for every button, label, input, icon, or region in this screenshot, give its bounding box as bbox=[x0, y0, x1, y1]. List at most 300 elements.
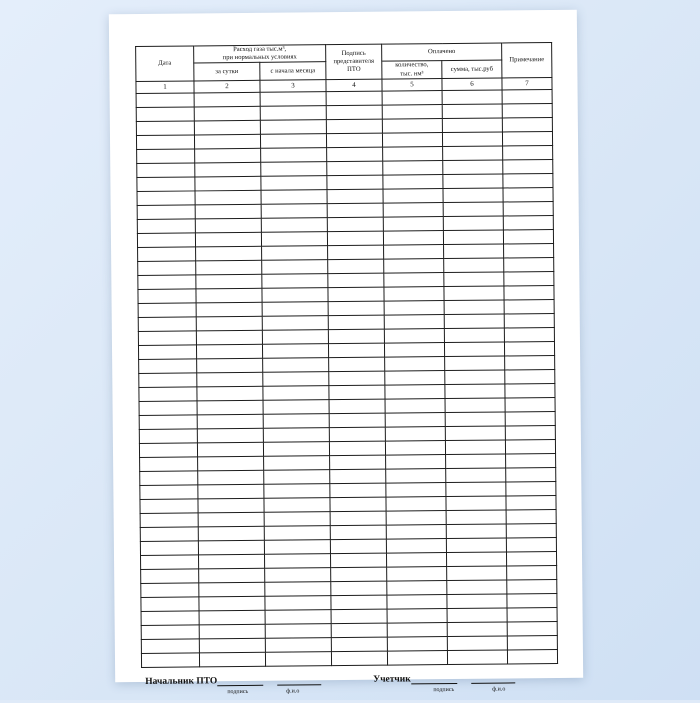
table-cell[interactable] bbox=[329, 371, 385, 386]
table-cell[interactable] bbox=[199, 568, 265, 583]
table-cell[interactable] bbox=[330, 525, 386, 540]
table-cell[interactable] bbox=[387, 622, 447, 637]
table-cell[interactable] bbox=[198, 456, 264, 471]
table-cell[interactable] bbox=[446, 482, 506, 497]
table-cell[interactable] bbox=[503, 187, 553, 201]
footer-right-caption-signature: подпись bbox=[433, 686, 455, 694]
table-cell[interactable] bbox=[504, 299, 554, 313]
table-cell[interactable] bbox=[264, 456, 330, 471]
table-cell[interactable] bbox=[260, 106, 326, 121]
table-cell[interactable] bbox=[261, 232, 327, 247]
table-cell[interactable] bbox=[140, 485, 198, 500]
table-cell[interactable] bbox=[505, 397, 555, 411]
table-cell[interactable] bbox=[136, 135, 194, 150]
table-cell[interactable] bbox=[502, 131, 552, 145]
table-cell[interactable] bbox=[443, 188, 503, 203]
table-cell[interactable] bbox=[329, 441, 385, 456]
table-cell[interactable] bbox=[141, 639, 199, 654]
table-cell[interactable] bbox=[264, 526, 330, 541]
table-cell[interactable] bbox=[327, 231, 383, 246]
table-cell[interactable] bbox=[326, 91, 382, 106]
table-cell[interactable] bbox=[328, 245, 384, 260]
table-cell[interactable] bbox=[504, 257, 554, 271]
table-cell[interactable] bbox=[447, 566, 507, 581]
table-cell[interactable] bbox=[383, 230, 443, 245]
table-cell[interactable] bbox=[137, 205, 195, 220]
table-cell[interactable] bbox=[195, 162, 261, 177]
document-page bbox=[109, 10, 583, 696]
table-cell[interactable] bbox=[445, 384, 505, 399]
table-cell[interactable] bbox=[330, 539, 386, 554]
table-cell[interactable] bbox=[331, 581, 387, 596]
table-cell[interactable] bbox=[505, 369, 555, 383]
table-cell[interactable] bbox=[263, 400, 329, 415]
table-cell[interactable] bbox=[261, 190, 327, 205]
table-cell[interactable] bbox=[331, 637, 387, 652]
table-cell[interactable] bbox=[328, 273, 384, 288]
table-cell[interactable] bbox=[442, 104, 502, 119]
table-cell[interactable] bbox=[141, 625, 199, 640]
table-cell[interactable] bbox=[140, 499, 198, 514]
table-cell[interactable] bbox=[326, 133, 382, 148]
table-cell[interactable] bbox=[387, 636, 447, 651]
table-cell[interactable] bbox=[446, 496, 506, 511]
table-cell[interactable] bbox=[263, 442, 329, 457]
header-per-day: за сутки bbox=[194, 63, 260, 81]
table-cell[interactable] bbox=[444, 286, 504, 301]
table-cell[interactable] bbox=[261, 162, 327, 177]
table-cell[interactable] bbox=[199, 582, 265, 597]
table-cell[interactable] bbox=[139, 429, 197, 444]
table-cell[interactable] bbox=[444, 244, 504, 259]
table-cell[interactable] bbox=[387, 594, 447, 609]
table-cell[interactable] bbox=[503, 173, 553, 187]
table-cell[interactable] bbox=[385, 398, 445, 413]
table-cell[interactable] bbox=[260, 92, 326, 107]
table-cell[interactable] bbox=[384, 272, 444, 287]
table-cell[interactable] bbox=[444, 258, 504, 273]
table-cell[interactable] bbox=[139, 443, 197, 458]
table-cell[interactable] bbox=[504, 341, 554, 355]
table-cell[interactable] bbox=[265, 652, 331, 667]
table-cell[interactable] bbox=[504, 271, 554, 285]
table-cell[interactable] bbox=[506, 453, 556, 467]
table-cell[interactable] bbox=[198, 526, 264, 541]
table-cell[interactable] bbox=[444, 272, 504, 287]
table-cell[interactable] bbox=[445, 440, 505, 455]
table-cell[interactable] bbox=[196, 260, 262, 275]
table-cell[interactable] bbox=[140, 541, 198, 556]
table-cell[interactable] bbox=[138, 261, 196, 276]
table-cell[interactable] bbox=[198, 554, 264, 569]
table-cell[interactable] bbox=[384, 328, 444, 343]
table-cell[interactable] bbox=[387, 566, 447, 581]
table-cell[interactable] bbox=[138, 331, 196, 346]
table-cell[interactable] bbox=[384, 342, 444, 357]
table-cell[interactable] bbox=[197, 400, 263, 415]
table-cell[interactable] bbox=[385, 440, 445, 455]
table-cell[interactable] bbox=[504, 313, 554, 327]
table-cell[interactable] bbox=[195, 148, 261, 163]
table-cell[interactable] bbox=[447, 650, 507, 665]
table-cell[interactable] bbox=[442, 118, 502, 133]
table-cell[interactable] bbox=[139, 415, 197, 430]
table-cell[interactable] bbox=[328, 329, 384, 344]
table-cell[interactable] bbox=[328, 259, 384, 274]
table-cell[interactable] bbox=[329, 399, 385, 414]
table-cell[interactable] bbox=[386, 524, 446, 539]
table-cell[interactable] bbox=[141, 555, 199, 570]
table-cell[interactable] bbox=[139, 373, 197, 388]
table-cell[interactable] bbox=[263, 414, 329, 429]
table-cell[interactable] bbox=[331, 567, 387, 582]
table-cell[interactable] bbox=[330, 483, 386, 498]
table-cell[interactable] bbox=[138, 303, 196, 318]
table-cell[interactable] bbox=[260, 134, 326, 149]
table-cell[interactable] bbox=[328, 343, 384, 358]
table-row[interactable] bbox=[141, 649, 557, 667]
table-cell[interactable] bbox=[331, 623, 387, 638]
table-cell[interactable] bbox=[261, 148, 327, 163]
table-cell[interactable] bbox=[327, 189, 383, 204]
table-cell[interactable] bbox=[443, 202, 503, 217]
table-cell[interactable] bbox=[194, 120, 260, 135]
table-cell[interactable] bbox=[442, 132, 502, 147]
table-cell[interactable] bbox=[506, 495, 556, 509]
table-cell[interactable] bbox=[265, 582, 331, 597]
table-cell[interactable] bbox=[327, 161, 383, 176]
table-cell[interactable] bbox=[330, 553, 386, 568]
table-cell[interactable] bbox=[197, 414, 263, 429]
table-cell[interactable] bbox=[264, 554, 330, 569]
table-cell[interactable] bbox=[445, 356, 505, 371]
table-cell[interactable] bbox=[329, 413, 385, 428]
table-cell[interactable] bbox=[198, 498, 264, 513]
table-cell[interactable] bbox=[443, 230, 503, 245]
table-cell[interactable] bbox=[385, 426, 445, 441]
table-cell[interactable] bbox=[261, 176, 327, 191]
table-cell[interactable] bbox=[265, 624, 331, 639]
table-cell[interactable] bbox=[386, 552, 446, 567]
table-cell[interactable] bbox=[138, 317, 196, 332]
table-cell[interactable] bbox=[382, 105, 442, 120]
table-cell[interactable] bbox=[502, 117, 552, 131]
table-cell[interactable] bbox=[330, 497, 386, 512]
table-cell[interactable] bbox=[505, 425, 555, 439]
table-cell[interactable] bbox=[447, 636, 507, 651]
table-cell[interactable] bbox=[138, 289, 196, 304]
table-cell[interactable] bbox=[137, 163, 195, 178]
table-cell[interactable] bbox=[445, 426, 505, 441]
table-cell[interactable] bbox=[263, 386, 329, 401]
table-cell[interactable] bbox=[198, 470, 264, 485]
table-cell[interactable] bbox=[141, 597, 199, 612]
table-cell[interactable] bbox=[384, 286, 444, 301]
table-cell[interactable] bbox=[262, 288, 328, 303]
table-cell[interactable] bbox=[264, 470, 330, 485]
table-cell[interactable] bbox=[383, 174, 443, 189]
table-cell[interactable] bbox=[262, 246, 328, 261]
table-cell[interactable] bbox=[195, 204, 261, 219]
table-cell[interactable] bbox=[503, 215, 553, 229]
footer-left-caption-signature: подпись bbox=[227, 688, 249, 696]
table-cell[interactable] bbox=[140, 457, 198, 472]
table-cell[interactable] bbox=[331, 651, 387, 666]
table-cell[interactable] bbox=[387, 650, 447, 665]
table-cell[interactable] bbox=[447, 594, 507, 609]
table-cell[interactable] bbox=[326, 119, 382, 134]
table-cell[interactable] bbox=[198, 512, 264, 527]
table-cell[interactable] bbox=[196, 288, 262, 303]
table-cell[interactable] bbox=[504, 285, 554, 299]
table-cell[interactable] bbox=[199, 624, 265, 639]
table-cell[interactable] bbox=[141, 569, 199, 584]
table-cell[interactable] bbox=[260, 120, 326, 135]
table-cell[interactable] bbox=[262, 274, 328, 289]
table-cell[interactable] bbox=[199, 596, 265, 611]
table-cell[interactable] bbox=[386, 482, 446, 497]
table-cell[interactable] bbox=[195, 190, 261, 205]
table-cell[interactable] bbox=[447, 580, 507, 595]
table-cell[interactable] bbox=[198, 484, 264, 499]
table-cell[interactable] bbox=[446, 524, 506, 539]
header-since-month-start: с начала месяца bbox=[260, 62, 326, 80]
table-cell[interactable] bbox=[444, 300, 504, 315]
table-cell[interactable] bbox=[139, 359, 197, 374]
table-cell[interactable] bbox=[330, 511, 386, 526]
table-cell[interactable] bbox=[196, 344, 262, 359]
table-cell[interactable] bbox=[504, 243, 554, 257]
table-cell[interactable] bbox=[443, 160, 503, 175]
table-cell[interactable] bbox=[328, 301, 384, 316]
table-cell[interactable] bbox=[444, 314, 504, 329]
table-cell[interactable] bbox=[445, 398, 505, 413]
table-cell[interactable] bbox=[331, 609, 387, 624]
table-cell[interactable] bbox=[327, 217, 383, 232]
table-cell[interactable] bbox=[331, 595, 387, 610]
table-cell[interactable] bbox=[507, 607, 557, 621]
table-cell[interactable] bbox=[137, 233, 195, 248]
table-cell[interactable] bbox=[443, 146, 503, 161]
table-cell[interactable] bbox=[262, 260, 328, 275]
table-cell[interactable] bbox=[505, 439, 555, 453]
table-cell[interactable] bbox=[327, 203, 383, 218]
table-cell[interactable] bbox=[445, 370, 505, 385]
table-cell[interactable] bbox=[386, 510, 446, 525]
table-cell[interactable] bbox=[263, 372, 329, 387]
table-cell[interactable] bbox=[507, 565, 557, 579]
table-cell[interactable] bbox=[506, 509, 556, 523]
table-cell[interactable] bbox=[443, 174, 503, 189]
table-cell[interactable] bbox=[136, 107, 194, 122]
table-cell[interactable] bbox=[263, 428, 329, 443]
table-cell[interactable] bbox=[138, 275, 196, 290]
table-cell[interactable] bbox=[197, 372, 263, 387]
table-cell[interactable] bbox=[384, 244, 444, 259]
table-cell[interactable] bbox=[196, 246, 262, 261]
table-cell[interactable] bbox=[384, 314, 444, 329]
table-cell[interactable] bbox=[195, 232, 261, 247]
table-cell[interactable] bbox=[330, 469, 386, 484]
table-cell[interactable] bbox=[505, 411, 555, 425]
table-cell[interactable] bbox=[261, 218, 327, 233]
table-cell[interactable] bbox=[137, 219, 195, 234]
table-cell[interactable] bbox=[507, 635, 557, 649]
table-cell[interactable] bbox=[140, 513, 198, 528]
table-cell[interactable] bbox=[382, 119, 442, 134]
table-cell[interactable] bbox=[136, 93, 194, 108]
table-cell[interactable] bbox=[262, 302, 328, 317]
table-cell[interactable] bbox=[383, 202, 443, 217]
table-cell[interactable] bbox=[140, 527, 198, 542]
table-cell[interactable] bbox=[140, 471, 198, 486]
table-cell[interactable] bbox=[444, 342, 504, 357]
table-cell[interactable] bbox=[385, 370, 445, 385]
table-cell[interactable] bbox=[447, 622, 507, 637]
table-cell[interactable] bbox=[139, 387, 197, 402]
table-cell[interactable] bbox=[262, 330, 328, 345]
table-cell[interactable] bbox=[384, 300, 444, 315]
table-cell[interactable] bbox=[446, 468, 506, 483]
table-cell[interactable] bbox=[328, 287, 384, 302]
table-cell[interactable] bbox=[329, 357, 385, 372]
table-cell[interactable] bbox=[141, 583, 199, 598]
table-cell[interactable] bbox=[264, 512, 330, 527]
header-paid-group: Оплачено bbox=[382, 43, 502, 62]
table-cell[interactable] bbox=[329, 385, 385, 400]
table-cell[interactable] bbox=[199, 652, 265, 667]
table-cell[interactable] bbox=[385, 412, 445, 427]
table-cell[interactable] bbox=[328, 315, 384, 330]
table-cell[interactable] bbox=[137, 149, 195, 164]
table-cell[interactable] bbox=[383, 216, 443, 231]
table-cell[interactable] bbox=[137, 177, 195, 192]
table-cell[interactable] bbox=[327, 175, 383, 190]
table-cell[interactable] bbox=[138, 247, 196, 262]
table-cell[interactable] bbox=[195, 218, 261, 233]
table-cell[interactable] bbox=[136, 121, 194, 136]
table-cell[interactable] bbox=[444, 328, 504, 343]
footer-right-title: Учетчик bbox=[373, 674, 411, 685]
table-cell[interactable] bbox=[261, 204, 327, 219]
table-cell[interactable] bbox=[194, 106, 260, 121]
table-cell[interactable] bbox=[385, 384, 445, 399]
table-cell[interactable] bbox=[196, 330, 262, 345]
table-cell[interactable] bbox=[384, 258, 444, 273]
table-cell[interactable] bbox=[504, 327, 554, 341]
table-cell[interactable] bbox=[199, 610, 265, 625]
table-cell[interactable] bbox=[386, 496, 446, 511]
table-cell[interactable] bbox=[442, 90, 502, 105]
table-cell[interactable] bbox=[506, 537, 556, 551]
table-cell[interactable] bbox=[197, 358, 263, 373]
table-cell[interactable] bbox=[196, 274, 262, 289]
table-cell[interactable] bbox=[506, 523, 556, 537]
table-cell[interactable] bbox=[505, 355, 555, 369]
table-cell[interactable] bbox=[264, 540, 330, 555]
table-cell[interactable] bbox=[386, 454, 446, 469]
table-cell[interactable] bbox=[262, 316, 328, 331]
table-cell[interactable] bbox=[503, 159, 553, 173]
table-cell[interactable] bbox=[263, 358, 329, 373]
table-cell[interactable] bbox=[503, 145, 553, 159]
table-cell[interactable] bbox=[197, 428, 263, 443]
table-cell[interactable] bbox=[195, 176, 261, 191]
table-cell[interactable] bbox=[383, 161, 443, 176]
table-cell[interactable] bbox=[446, 454, 506, 469]
table-cell[interactable] bbox=[447, 608, 507, 623]
table-cell[interactable] bbox=[197, 386, 263, 401]
table-cell[interactable] bbox=[506, 481, 556, 495]
table-cell[interactable] bbox=[141, 611, 199, 626]
table-cell[interactable] bbox=[445, 412, 505, 427]
table-cell[interactable] bbox=[387, 608, 447, 623]
table-cell[interactable] bbox=[199, 638, 265, 653]
table-cell[interactable] bbox=[197, 442, 263, 457]
table-cell[interactable] bbox=[194, 134, 260, 149]
table-cell[interactable] bbox=[386, 468, 446, 483]
table-cell[interactable] bbox=[198, 540, 264, 555]
table-cell[interactable] bbox=[327, 147, 383, 162]
footer-left-name-line bbox=[277, 675, 321, 685]
table-cell[interactable] bbox=[262, 344, 328, 359]
table-cell[interactable] bbox=[386, 538, 446, 553]
table-cell[interactable] bbox=[443, 216, 503, 231]
table-cell[interactable] bbox=[383, 188, 443, 203]
table-cell[interactable] bbox=[446, 510, 506, 525]
table-cell[interactable] bbox=[141, 653, 199, 668]
table-cell[interactable] bbox=[507, 649, 557, 663]
table-cell[interactable] bbox=[330, 455, 386, 470]
table-cell[interactable] bbox=[507, 621, 557, 635]
table-cell[interactable] bbox=[137, 191, 195, 206]
table-cell[interactable] bbox=[265, 596, 331, 611]
table-cell[interactable] bbox=[329, 427, 385, 442]
table-cell[interactable] bbox=[446, 552, 506, 567]
table-cell[interactable] bbox=[506, 551, 556, 565]
header-paid-quantity bbox=[382, 61, 442, 79]
table-cell[interactable] bbox=[503, 201, 553, 215]
table-cell[interactable] bbox=[385, 356, 445, 371]
footer-right-captions bbox=[433, 683, 505, 693]
table-cell[interactable] bbox=[264, 498, 330, 513]
table-cell[interactable] bbox=[138, 345, 196, 360]
table-cell[interactable] bbox=[264, 484, 330, 499]
table-cell[interactable] bbox=[265, 638, 331, 653]
table-cell[interactable] bbox=[506, 467, 556, 481]
table-cell[interactable] bbox=[194, 92, 260, 107]
table-cell[interactable] bbox=[383, 147, 443, 162]
column-number-1: 1 bbox=[136, 81, 194, 94]
table-cell[interactable] bbox=[507, 579, 557, 593]
table-cell[interactable] bbox=[502, 103, 552, 117]
table-cell[interactable] bbox=[502, 89, 552, 103]
table-cell[interactable] bbox=[507, 593, 557, 607]
table-cell[interactable] bbox=[265, 568, 331, 583]
footer-right-caption-name: ф.и.о bbox=[492, 686, 506, 693]
table-cell[interactable] bbox=[503, 229, 553, 243]
table-cell[interactable] bbox=[382, 91, 442, 106]
table-cell[interactable] bbox=[505, 383, 555, 397]
table-cell[interactable] bbox=[265, 610, 331, 625]
table-cell[interactable] bbox=[446, 538, 506, 553]
table-cell[interactable] bbox=[382, 133, 442, 148]
table-cell[interactable] bbox=[326, 105, 382, 120]
table-cell[interactable] bbox=[196, 316, 262, 331]
table-cell[interactable] bbox=[139, 401, 197, 416]
table-cell[interactable] bbox=[387, 580, 447, 595]
table-cell[interactable] bbox=[196, 302, 262, 317]
